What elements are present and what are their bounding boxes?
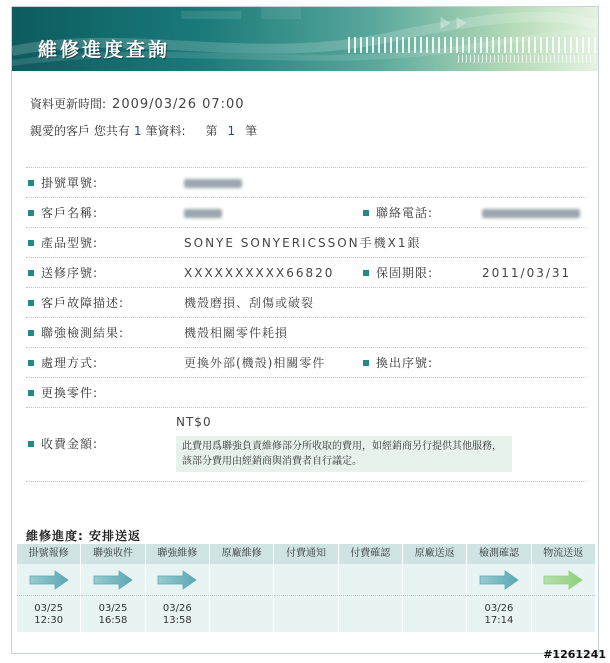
progress-step-time <box>210 615 273 627</box>
update-time-value: 2009/03/26 07:00 <box>112 97 245 112</box>
row-product: 產品型號: SONYE SONYERICSSON手機X1銀 <box>26 228 586 258</box>
page-title: 維修進度查詢 <box>38 39 171 61</box>
arrow-current-icon <box>543 570 583 590</box>
progress-step <box>210 544 274 632</box>
bullet-icon <box>28 330 34 336</box>
progress-step-label: 原廠送返 <box>403 544 466 564</box>
row-fault: 客戶故障描述: 機殼磨損、刮傷或破裂 <box>26 288 586 318</box>
progress-step <box>17 544 81 632</box>
progress-step-label: 檢測確認 <box>467 544 530 564</box>
warranty-value: 2011/03/31 <box>482 266 572 280</box>
bullet-icon <box>363 270 369 276</box>
progress-step <box>339 544 403 632</box>
record-count-value: 1 <box>133 124 142 138</box>
fee-value: NT$0 <box>176 415 212 429</box>
progress-steps <box>17 544 595 632</box>
progress-step-label: 物流送返 <box>532 544 595 564</box>
progress-step-time <box>274 615 337 627</box>
header-stripes <box>348 37 598 53</box>
progress-step-date <box>274 603 337 615</box>
bullet-icon <box>28 390 34 396</box>
progress-step-time <box>403 615 466 627</box>
row-ticket: 掛號單號: <box>26 168 586 198</box>
progress-step-date <box>339 603 402 615</box>
bullet-icon <box>363 210 369 216</box>
progress-step-time <box>339 615 402 627</box>
progress-step-time <box>532 615 595 627</box>
progress-title: 維修進度: 安排送返 <box>26 529 141 543</box>
product-value: SONYE SONYERICSSON手機X1銀 <box>184 236 422 250</box>
progress-step <box>274 544 338 632</box>
progress-step-label: 原廠維修 <box>210 544 273 564</box>
bullet-icon <box>28 441 34 447</box>
progress-step-time: 13:58 <box>162 615 192 626</box>
arrow-done-icon <box>93 570 133 590</box>
row-handling: 處理方式: 更換外部(機殼)相關零件 換出序號: <box>26 348 586 378</box>
panel-header <box>12 7 598 71</box>
record-count: 親愛的客戶 您共有 1 筆資料: 第 1 筆 <box>30 124 258 138</box>
bullet-icon <box>28 240 34 246</box>
row-result: 聯強檢測結果: 機殼相關零件耗損 <box>26 318 586 348</box>
progress-step-time: 16:58 <box>98 615 128 626</box>
progress-step-date <box>532 603 595 615</box>
bullet-icon <box>28 270 34 276</box>
progress-step-label: 聯強維修 <box>146 544 209 564</box>
arrow-done-icon <box>479 570 519 590</box>
progress-step-time: 17:14 <box>484 615 514 626</box>
arrow-done-icon <box>157 570 197 590</box>
progress-step <box>403 544 467 632</box>
bullet-icon <box>28 300 34 306</box>
progress-step <box>81 544 145 632</box>
progress-step-label: 聯強收件 <box>81 544 144 564</box>
progress-step-date: 03/26 <box>162 603 192 614</box>
progress-step-date: 03/25 <box>98 603 128 614</box>
serial-value: XXXXXXXXXX66820 <box>184 266 335 280</box>
row-fee: 收費金額: NT$0 此費用爲聯強負責維修部分所收取的費用，如經銷商另行提供其他服務，該部分費用由經銷商與消費者自行議定。 <box>26 408 586 482</box>
progress-step-date <box>210 603 273 615</box>
progress-step-label: 付費確認 <box>339 544 402 564</box>
progress-step-label: 付費通知 <box>274 544 337 564</box>
repair-status-panel <box>11 6 599 654</box>
progress-step <box>146 544 210 632</box>
page-number: 1 <box>227 124 236 138</box>
progress-step-date <box>403 603 466 615</box>
ticket-value-redacted <box>184 168 242 198</box>
row-customer: 客戶名稱: 聯絡電話: <box>26 198 586 228</box>
progress-step-time: 12:30 <box>34 615 64 626</box>
row-parts: 更換零件: <box>26 378 586 408</box>
progress-step-date: 03/26 <box>484 603 514 614</box>
row-serial: 送修序號: XXXXXXXXXX66820 保固期限: 2011/03/31 <box>26 258 586 288</box>
fault-value: 機殼磨損、刮傷或破裂 <box>184 296 315 310</box>
progress-step <box>467 544 531 632</box>
handling-value: 更換外部(機殼)相關零件 <box>184 356 326 370</box>
phone-value-redacted <box>482 198 580 228</box>
bullet-icon <box>28 210 34 216</box>
customer-value-redacted <box>184 198 222 228</box>
bullet-icon <box>28 180 34 186</box>
progress-step <box>532 544 595 632</box>
update-time: 資料更新時間: 2009/03/26 07:00 <box>30 97 245 112</box>
fee-note: 此費用爲聯強負責維修部分所收取的費用，如經銷商另行提供其他服務，該部分費用由經銷商與消費者自行議定。 <box>176 436 512 472</box>
result-value: 機殼相關零件耗損 <box>184 326 289 340</box>
bullet-icon <box>28 360 34 366</box>
progress-step-label: 掛號報修 <box>17 544 80 564</box>
progress-step-date: 03/25 <box>34 603 64 614</box>
bullet-icon <box>363 360 369 366</box>
repair-info-table <box>26 167 586 482</box>
header-stripes-small <box>458 55 598 63</box>
arrow-done-icon <box>29 570 69 590</box>
watermark: #1261241 <box>543 648 606 661</box>
